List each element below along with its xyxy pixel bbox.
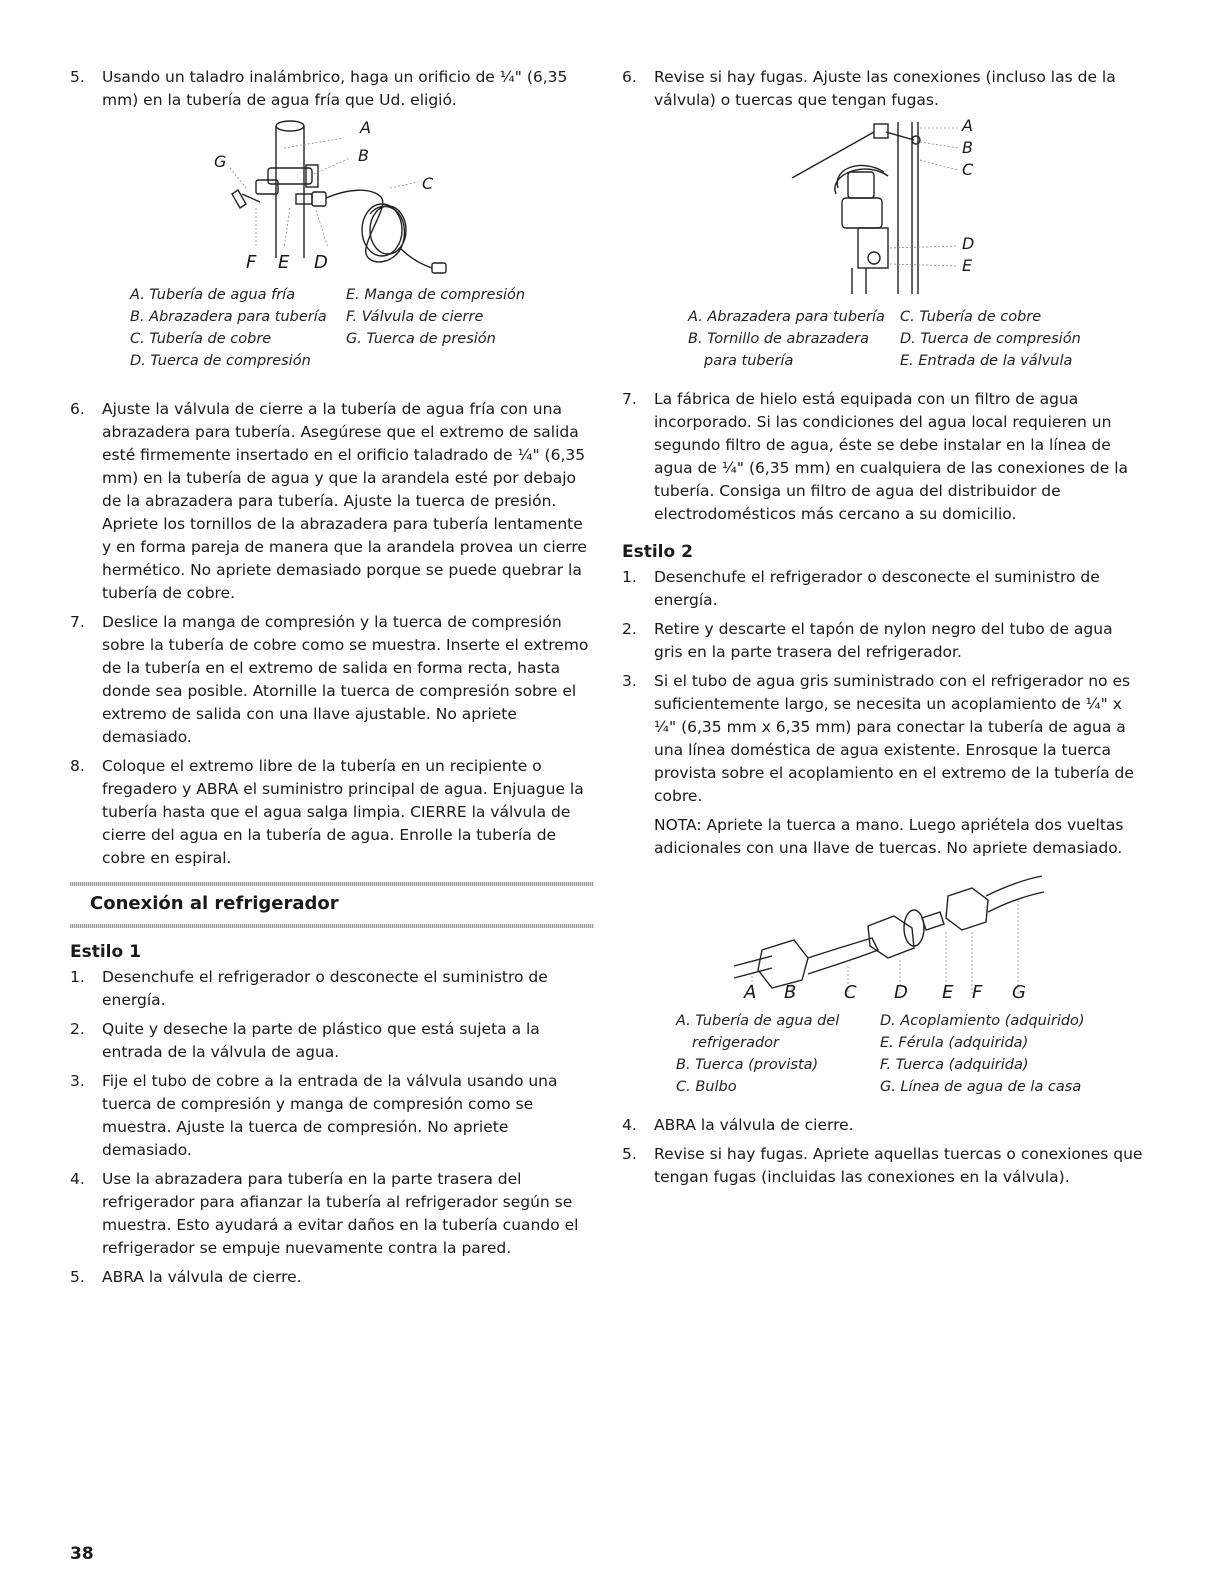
caption-f: F. Válvula de cierre: [346, 309, 484, 325]
caption-g: G. Línea de agua de la casa: [880, 1079, 1082, 1095]
caption-b: B. Tornillo de abrazadera para tubería: [688, 331, 869, 369]
caption-d: D. Tuerca de compresión: [130, 353, 311, 369]
estilo2-step-1: [622, 566, 1146, 612]
valve-inlet-illustration: [622, 118, 1146, 296]
caption-column-2: [346, 284, 586, 350]
figure-2-captions: [622, 306, 1146, 388]
section-title: Conexión al refrigerador: [90, 893, 339, 914]
estilo2-note: [622, 814, 1146, 860]
caption-column-2: [900, 306, 1140, 372]
fig1-label-g: G: [214, 152, 227, 171]
fig2-label-a: A: [962, 116, 973, 135]
step-text: Revise si hay fugas. Ajuste las conexiones (incluso las de la válvula) o tuercas que tengan fugas.: [654, 68, 1116, 109]
fig2-label-d: D: [962, 234, 975, 253]
coupling-illustration: [622, 866, 1146, 1006]
caption-d: D. Tuerca de compresión: [900, 331, 1081, 347]
estilo-1-heading: Estilo 1: [70, 942, 141, 962]
figure-shutoff-valve: [70, 118, 594, 278]
step-6-check-leaks: [622, 66, 1146, 112]
figure-1-captions: [70, 284, 594, 398]
step-number: 5.: [622, 1145, 637, 1163]
estilo2-step-2: [622, 618, 1146, 664]
step-text: Revise si hay fugas. Apriete aquellas tuercas o conexiones que tengan fugas (incluidas las conexiones en la válvula).: [654, 1145, 1143, 1186]
figure-3-captions: [622, 1010, 1146, 1114]
step-text: Coloque el extremo libre de la tubería en un recipiente o fregadero y ABRA el suministro principal de agua. Enjuague la tubería hasta que el agua salga limpia. CIERRE la válvula de cierre del agua en la tubería de agua. Enrolle la tubería de cobre en espiral.: [102, 757, 584, 867]
estilo1-step-2: [70, 1018, 594, 1064]
fig3-label-c: C: [844, 982, 857, 1003]
step-text: La fábrica de hielo está equipada con un filtro de agua incorporado. Si las condiciones del agua local requieren un segundo filtro de agua, éste se debe instalar en la línea de agua de ¼" (6,35 mm) en cualquiera de las conexiones de la tubería. Consiga un filtro de agua del distribuidor de electrodomésticos más cercano a su domicilio.: [654, 390, 1128, 523]
caption-c: C. Tubería de cobre: [900, 309, 1042, 325]
left-column: [70, 66, 594, 1295]
caption-e: E. Manga de compresión: [346, 287, 526, 303]
caption-a: A. Tubería de agua del refrigerador: [676, 1013, 840, 1051]
step-number: 4.: [622, 1116, 637, 1134]
estilo2-step-3: [622, 670, 1146, 808]
final-step-5: [622, 1143, 1146, 1189]
step-number: 7.: [622, 390, 637, 408]
page-number: 38: [70, 1544, 94, 1564]
step-number: 1.: [622, 568, 637, 586]
fig1-label-f: F: [246, 252, 257, 273]
fig1-label-c: C: [422, 174, 434, 193]
step-6-attach-valve: [70, 398, 594, 605]
step-number: 8.: [70, 757, 85, 775]
caption-a: A. Abrazadera para tubería: [688, 309, 885, 325]
estilo1-step-5: [70, 1266, 594, 1289]
caption-column-2: [880, 1010, 1140, 1098]
note-label: NOTA:: [654, 816, 702, 834]
right-column: [622, 66, 1146, 1195]
fig3-label-e: E: [942, 982, 954, 1003]
fig3-label-b: B: [784, 982, 797, 1003]
fig1-label-e: E: [278, 252, 290, 273]
caption-a: A. Tubería de agua fría: [130, 287, 296, 303]
shutoff-valve-illustration: [70, 118, 594, 278]
step-number: 1.: [70, 968, 85, 986]
step-number: 2.: [70, 1020, 85, 1038]
step-number: 6.: [70, 400, 85, 418]
caption-b: B. Abrazadera para tubería: [130, 309, 327, 325]
caption-c: C. Bulbo: [676, 1079, 737, 1095]
section-rule-bottom: [70, 924, 594, 928]
estilo1-step-1: [70, 966, 594, 1012]
step-7-filter: [622, 388, 1146, 526]
caption-g: G. Tuerca de presión: [346, 331, 496, 347]
step-number: 6.: [622, 68, 637, 86]
step-text: Retire y descarte el tapón de nylon negro del tubo de agua gris en la parte trasera del refrigerador.: [654, 620, 1113, 661]
step-text: Deslice la manga de compresión y la tuerca de compresión sobre la tubería de cobre como se muestra. Inserte el extremo de la tubería en el extremo de salida en forma recta, hasta donde sea posible. Atornille la tuerca de compresión sobre el extremo de salida con una llave ajustable. No apriete demasiado.: [102, 613, 589, 746]
step-text: Ajuste la válvula de cierre a la tubería de agua fría con una abrazadera para tubería. Asegúrese que el extremo de salida esté firmemente insertado en el orificio taladrado de ¼" (6,35 mm) en la tubería de agua y que la arandela esté por debajo de la abrazadera para tubería. Ajuste la tuerca de presión. Apriete los tornillos de la abrazadera para tubería lentamente y en forma pareja de manera que la arandela provea un cierre hermético. No apriete demasiado porque se puede quebrar la tubería de cobre.: [102, 400, 587, 602]
step-text: Quite y deseche la parte de plástico que está sujeta a la entrada de la válvula de agua.: [102, 1020, 540, 1061]
estilo-2-heading: Estilo 2: [622, 542, 693, 562]
fig2-label-e: E: [962, 256, 973, 275]
fig3-label-a: A: [744, 982, 757, 1003]
step-5-drill: [70, 66, 594, 112]
step-text: ABRA la válvula de cierre.: [102, 1268, 302, 1286]
step-7-compression-sleeve: [70, 611, 594, 749]
step-number: 3.: [622, 672, 637, 690]
step-8-flush-tubing: [70, 755, 594, 870]
caption-column-1: [676, 1010, 876, 1098]
step-text: Fije el tubo de cobre a la entrada de la válvula usando una tuerca de compresión y manga de compresión como se muestra. Ajuste la tuerca de compresión. No apriete demasiado.: [102, 1072, 558, 1159]
fig1-label-b: B: [358, 146, 369, 165]
fig1-label-d: D: [314, 252, 328, 273]
caption-column-1: [688, 306, 888, 372]
caption-e: E. Férula (adquirida): [880, 1035, 1029, 1051]
step-text: Desenchufe el refrigerador o desconecte el suministro de energía.: [654, 568, 1100, 609]
fig1-label-a: A: [360, 118, 371, 137]
fig3-label-d: D: [894, 982, 908, 1003]
step-number: 5.: [70, 1268, 85, 1286]
caption-e: E. Entrada de la válvula: [900, 353, 1073, 369]
step-text: Use la abrazadera para tubería en la parte trasera del refrigerador para afianzar la tubería al refrigerador según se muestra. Esto ayudará a evitar daños en la tubería cuando el refrigerador se empuje nuevamente contra la pared.: [102, 1170, 579, 1257]
caption-c: C. Tubería de cobre: [130, 331, 272, 347]
step-text: Si el tubo de agua gris suministrado con el refrigerador no es suficientemente largo, se necesita un acoplamiento de ¼" x ¼" (6,35 mm x 6,35 mm) para conectar la tubería de agua a una línea doméstica de agua existente. Enrosque la tuerca provista sobre el acoplamiento en el extremo de la tubería de cobre.: [654, 672, 1134, 805]
figure-valve-inlet: [622, 118, 1146, 296]
fig2-label-b: B: [962, 138, 973, 157]
step-text: Desenchufe el refrigerador o desconecte el suministro de energía.: [102, 968, 548, 1009]
step-number: 4.: [70, 1170, 85, 1188]
step-text: ABRA la válvula de cierre.: [654, 1116, 854, 1134]
caption-column-1: [130, 284, 330, 372]
caption-f: F. Tuerca (adquirida): [880, 1057, 1029, 1073]
step-number: 5.: [70, 68, 85, 86]
section-rule-top: [70, 882, 594, 886]
fig2-label-c: C: [962, 160, 974, 179]
fig3-label-f: F: [972, 982, 983, 1003]
step-text: Usando un taladro inalámbrico, haga un orificio de ¼" (6,35 mm) en la tubería de agua fría que Ud. eligió.: [102, 68, 568, 109]
section-header-connection: [70, 882, 594, 928]
caption-d: D. Acoplamiento (adquirido): [880, 1013, 1085, 1029]
step-number: 3.: [70, 1072, 85, 1090]
fig3-label-g: G: [1012, 982, 1026, 1003]
note-text: Apriete la tuerca a mano. Luego apriétela dos vueltas adicionales con una llave de tuercas. No apriete demasiado.: [654, 816, 1124, 857]
estilo1-step-4: [70, 1168, 594, 1260]
step-number: 2.: [622, 620, 637, 638]
step-number: 7.: [70, 613, 85, 631]
figure-coupling: [622, 866, 1146, 1006]
caption-b: B. Tuerca (provista): [676, 1057, 819, 1073]
final-step-4: [622, 1114, 1146, 1137]
estilo1-step-3: [70, 1070, 594, 1162]
